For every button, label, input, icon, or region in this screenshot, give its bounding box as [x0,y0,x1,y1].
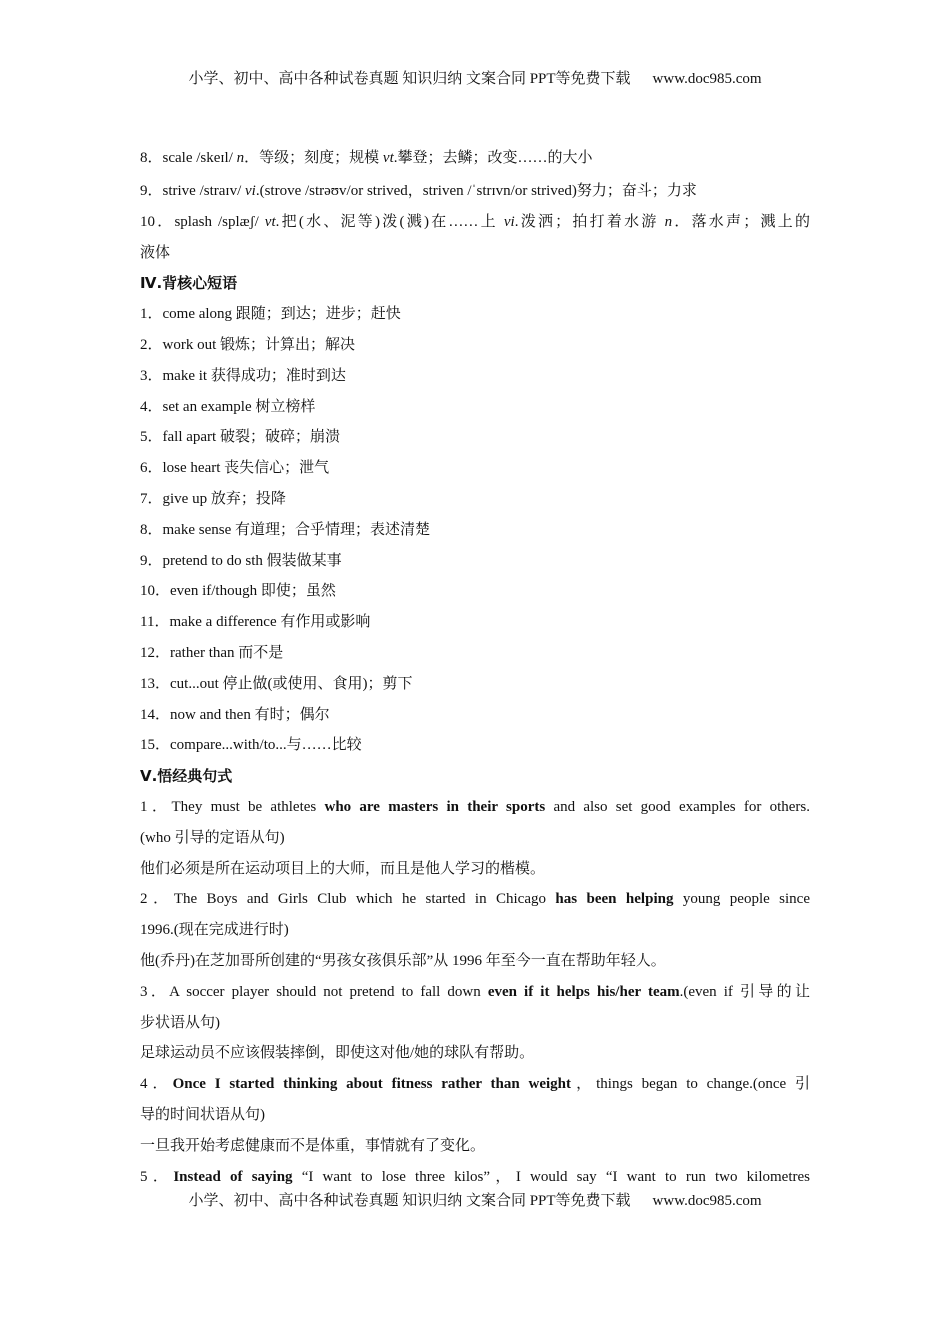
phrase-item: 14．now and then 有时；偶尔 [140,706,330,723]
sentence-2: 2．The Boys and Girls Club which he started in Chicago has been helping young people since [140,891,810,908]
sentence-3-translation: 足球运动员不应该假装摔倒，即使这对他/她的球队有帮助。 [140,1045,535,1062]
phrase-item: 2．work out 锻炼；计算出；解决 [140,336,355,353]
vocab-item-8: 8．scale /skeɪl/ n．等级；刻度；规模 vt.攀登；去鳞；改变……的大小 [140,150,593,166]
sentence-5: 5．Instead of saying “I want to lose three kilos”，I would say “I want to run two kilometres [140,1168,810,1185]
sentence-1-translation: 他们必须是所在运动项目上的大师，而且是他人学习的楷模。 [140,860,546,877]
sentence-4-note: 导的时间状语从句) [140,1106,265,1123]
phrase-item: 4．set an example 树立榜样 [140,398,316,415]
phrase-item: 11．make a difference 有作用或影响 [140,614,371,631]
vocab-item-9: 9．strive /straɪv/ vi.(strove /strəʊv/or strived，striven /ˈstrɪvn/or strived)努力；奋斗；力求 [140,183,697,199]
footer-url: www.doc985.com [652,1193,762,1209]
header-url: www.doc985.com [652,71,762,87]
page-footer [0,1191,950,1211]
phrase-item: 1．come along 跟随；到达；进步；赶快 [140,306,401,323]
phrase-item: 8．make sense 有道理；合乎情理；表述清楚 [140,521,430,538]
phrase-item: 5．fall apart 破裂；破碎；崩溃 [140,429,340,446]
sentence-3-note: 步状语从句) [140,1014,220,1031]
phrase-item: 13．cut...out 停止做(或使用、食用)；剪下 [140,675,413,692]
sentence-4: 4．Once I started thinking about fitness rather than weight，things began to change.(once 引 [140,1076,810,1093]
sentence-1-note: (who 引导的定语从句) [140,829,285,846]
phrase-item: 10．even if/though 即使；虽然 [140,583,336,600]
section-4-title: Ⅳ.背核心短语 [140,274,238,293]
phrase-item: 15．compare...with/to...与……比较 [140,737,362,754]
phrase-item: 6．lose heart 丧失信心；泄气 [140,460,330,477]
phrase-item: 9．pretend to do sth 假装做某事 [140,552,342,569]
page-header [0,69,950,89]
phrase-item: 7．give up 放弃；投降 [140,490,286,507]
document-body [140,141,810,1192]
sentence-2-translation: 他(乔丹)在芝加哥所创建的“男孩女孩俱乐部”从 1996 年至今一直在帮助年轻人。 [140,952,666,969]
vocab-item-10-cont: 液体 [140,244,171,261]
vocab-item-10: 10．splash /splæʃ/ vt.把(水、泥等)泼(溅)在……上 vi.泼洒；拍打着水游 n．落水声；溅上的 [140,213,810,230]
header-text: 小学、初中、高中各种试卷真题 知识归纳 文案合同 PPT等免费下载 [188,71,631,87]
footer-text: 小学、初中、高中各种试卷真题 知识归纳 文案合同 PPT等免费下载 [188,1193,631,1209]
sentence-3: 3．A soccer player should not pretend to fall down even if it helps his/her team.(even if 引导的让 [140,983,810,1000]
sentence-4-translation: 一旦我开始考虑健康而不是体重，事情就有了变化。 [140,1137,486,1154]
sentence-1: 1．They must be athletes who are masters in their sports and also set good examples for others. [140,798,810,815]
phrase-item: 12．rather than 而不是 [140,644,284,661]
sentence-2-note: 1996.(现在完成进行时) [140,922,289,939]
section-5-title: Ⅴ.悟经典句式 [140,767,233,786]
phrase-item: 3．make it 获得成功；准时到达 [140,367,346,384]
